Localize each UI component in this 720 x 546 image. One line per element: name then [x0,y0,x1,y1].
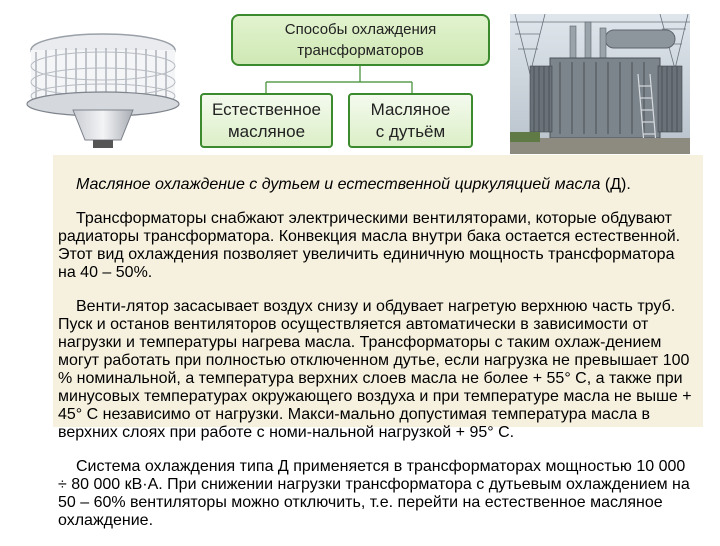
oil-blast-box: Масляное с дутьём [348,93,473,148]
paragraph-1: Трансформаторы снабжают электрическими вентиляторами, которые обдувают радиаторы трансформатора. Конвекция масла внутри бака остается естественной. Этот вид охлаждения позволяет увеличить единичную мощность трансформатора на 40 – 50%. [58,210,681,281]
heading-suffix: (Д). [600,176,631,193]
heading-line [58,176,694,194]
heading-italic: Масляное охлаждение с дутьем и естественной циркуляцией масла [76,176,601,193]
transformer-photo [510,14,690,154]
fan-photo [18,28,188,150]
paragraph-3: Система охлаждения типа Д применяется в трансформаторах мощностью 10 000 ÷ 80 000 кВ·А. При снижении нагрузки трансформатора с дутьевым охлаждением на 50 – 60% вентиляторы можно отключить, т.е. перейти на естественное масляное охлаждение. [58,458,690,529]
text-content [58,160,694,546]
cooling-methods-box: Способы охлаждения трансформаторов [231,14,490,66]
paragraph-2: Венти-лятор засасывает воздух снизу и обдувает нагретую верхнюю часть труб. Пуск и останов вентиляторов осуществляется автоматически в зависимости от нагрузки и температуры нагрева масла. Трансформаторы с таким охлаж-дением могут работать при полностью отключенном дутье, если нагрузка не превышает 100 % номинальной, а температура верхних слоев масла не более + 55° С, а также при минусовых температурах окружающего воздуха и при температуре масла не выше + 45° С независимо от нагрузки. Макси-мально допустимая температура масла в верхних слоях при работе с номи-нальной нагрузкой + 95° С. [58,298,692,441]
natural-oil-box: Естественное масляное [200,93,333,148]
